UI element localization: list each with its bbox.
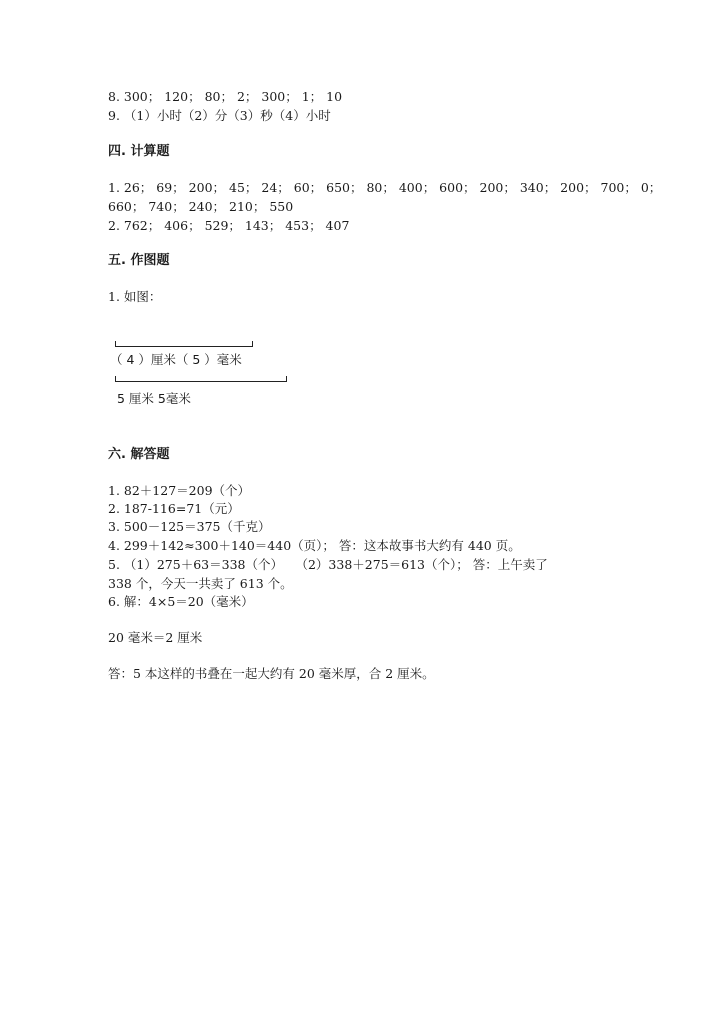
calc-answer-1-line-a: 1. 26； 69； 200； 45； 24； 60； 650； 80； 400； 600； 200； 340； 200； 700； 0； — [108, 180, 662, 195]
problem-answer-4: 4. 299＋142≈300＋140＝440（页）； 答：这本故事书大约有 440 页。 — [108, 538, 521, 553]
line-segment-2 — [115, 376, 287, 382]
calc-answer-2: 2. 762； 406； 529； 143； 453； 407 — [108, 218, 350, 233]
problem-answer-6-conclusion: 答：5 本这样的书叠在一起大约有 20 毫米厚，合 2 厘米。 — [108, 666, 435, 681]
answer-line-9: 9. （1）小时（2）分（3）秒（4）小时 — [108, 108, 331, 123]
line-segment-1 — [115, 341, 253, 347]
section-heading-drawing: 五. 作图题 — [108, 253, 170, 268]
problem-answer-5-line-b: 338 个，今天一共卖了 613 个。 — [108, 576, 293, 591]
calc-answer-1-line-b: 660； 740； 240； 210； 550 — [108, 199, 294, 214]
drawing-item-1: 1. 如图： — [108, 289, 162, 304]
segment-1-label: （ 4 ）厘米（ 5 ）毫米 — [110, 352, 242, 367]
section-heading-word-problems: 六. 解答题 — [108, 447, 170, 462]
answer-line-8: 8. 300； 120； 80； 2； 300； 1； 10 — [108, 89, 343, 104]
problem-answer-3: 3. 500－125＝375（千克） — [108, 519, 271, 534]
problem-answer-5-line-a: 5. （1）275＋63＝338（个） （2）338＋275＝613（个）； 答：上午卖了 — [108, 557, 548, 572]
problem-answer-6: 6. 解：4×5＝20（毫米） — [108, 594, 254, 609]
problem-answer-2: 2. 187-116=71（元） — [108, 501, 240, 516]
section-heading-calculation: 四. 计算题 — [108, 144, 170, 159]
problem-answer-1: 1. 82＋127＝209（个） — [108, 483, 251, 498]
problem-answer-6-line-2: 20 毫米＝2 厘米 — [108, 630, 203, 645]
segment-2-label: 5 厘米 5毫米 — [117, 391, 191, 406]
